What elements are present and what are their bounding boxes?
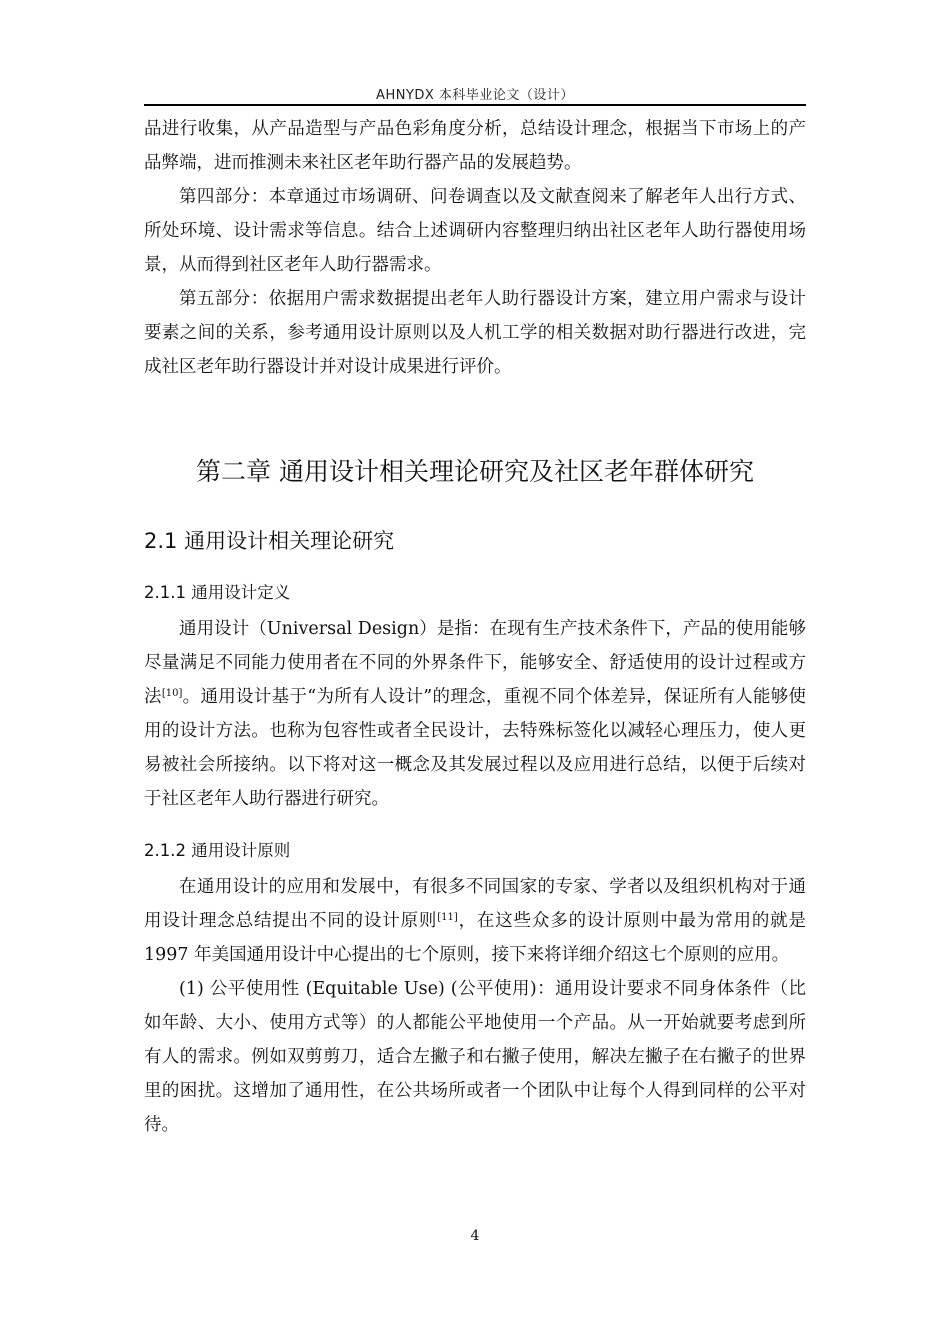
citation-11: [11] [437, 912, 458, 923]
principles-paragraph [144, 870, 806, 972]
page-body [144, 112, 806, 1142]
definition-paragraph [144, 612, 806, 816]
subsection-heading-2-1-1: 2.1.1 通用设计定义 [144, 583, 291, 602]
principles-text-a: 在通用设计的应用和发展中，有很多不同国家的专家、学者以及组织机构对于通用设计理念总结提出不同的设计原则 [144, 877, 806, 931]
section-heading-2-1: 2.1 通用设计相关理论研究 [144, 529, 395, 553]
principles-text-b: ，在这些众多的设计原则中最为常用的就是 1997 年美国通用设计中心提出的七个原则，接下来将详细介绍这七个原则的应用。 [144, 911, 807, 965]
definition-text-b: 。通用设计基于“为所有人设计”的理念，重视不同个体差异，保证所有人能够使用的设计方法。也称为包容性或者全民设计，去特殊标签化以减轻心理压力，使人更易被社会所接纳。以下将对这一概念及其发展过程以及应用进行总结，以便于后续对于社区老年人助行器进行研究。 [144, 687, 807, 809]
running-header: AHNYDX 本科毕业论文（设计） [376, 88, 574, 103]
subsection-heading-2-1-2: 2.1.2 通用设计原则 [144, 841, 291, 860]
citation-10: [10] [161, 688, 183, 699]
definition-text-a: 通用设计（Universal Design）是指：在现有生产技术条件下，产品的使用能够尽量满足不同能力使用者在不同的外界条件下，能够安全、舒适使用的设计过程或方法 [144, 619, 806, 707]
page-number: 4 [470, 1228, 480, 1244]
equitable-use-paragraph: (1) 公平使用性 (Equitable Use) (公平使用)：通用设计要求不同身体条件（比如年龄、大小、使用方式等）的人都能公平地使用一个产品。从一开始就要考虑到所有人的需求。例如双剪剪刀，适合左撇子和右撇子使用，解决左撇子在右撇子的世界里的困扰。这增加了通用性，在公共场所或者一个团队中让每个人得到同样的公平对待。 [144, 979, 806, 1135]
chapter-title: 第二章 通用设计相关理论研究及社区老年群体研究 [196, 457, 754, 486]
intro-paragraph-2: 第四部分：本章通过市场调研、问卷调查以及文献查阅来了解老年人出行方式、所处环境、设计需求等信息。结合上述调研内容整理归纳出社区老年人助行器使用场景，从而得到社区老年人助行器需求。 [144, 187, 806, 275]
intro-paragraph-3: 第五部分：依据用户需求数据提出老年人助行器设计方案，建立用户需求与设计要素之间的关系，参考通用设计原则以及人机工学的相关数据对助行器进行改进，完成社区老年助行器设计并对设计成果进行评价。 [144, 289, 806, 377]
intro-paragraph-1: 品进行收集，从产品造型与产品色彩角度分析，总结设计理念，根据当下市场上的产品弊端，进而推测未来社区老年助行器产品的发展趋势。 [144, 119, 806, 173]
header-rule [144, 104, 806, 106]
